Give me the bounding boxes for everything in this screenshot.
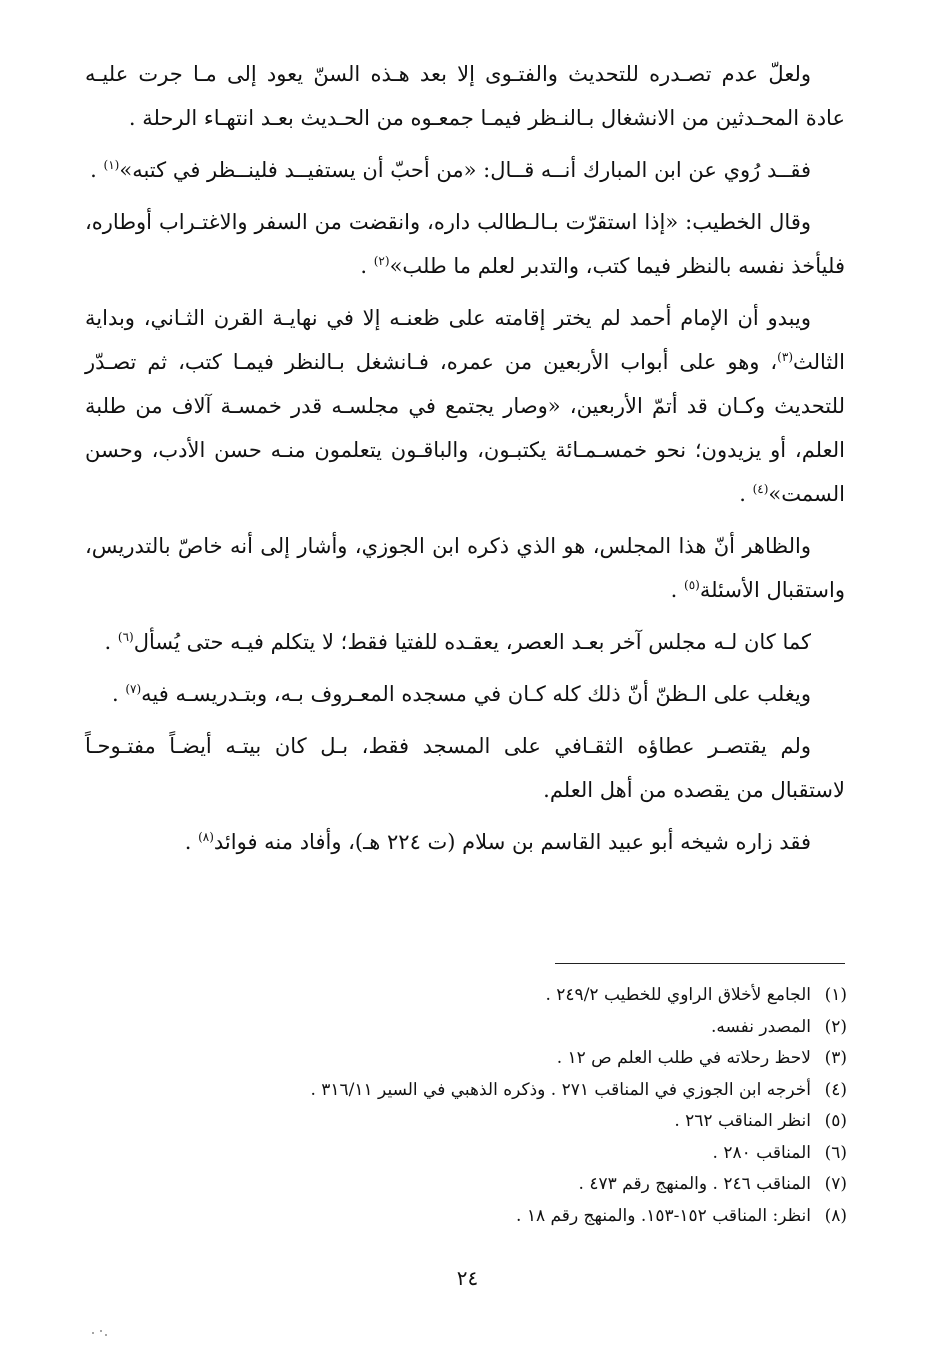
footnote-number: (٦) <box>824 1142 847 1163</box>
footnotes-list <box>147 980 847 1232</box>
paragraph-text: وقال الخطيب: «إذا استقرّت بـالـطالب داره، وانقضت من السفر والاغتـراب أوطاره، فليأخذ نفسه بالنظر فيما كتب، والتدبر لعلم ما طلب» <box>85 210 845 278</box>
paragraph-8 <box>85 724 845 812</box>
footnote-text: المناقب ٢٨٠ . <box>712 1142 811 1163</box>
footnote-3 <box>147 1043 847 1075</box>
footnote-number: (٧) <box>824 1174 847 1194</box>
paragraph-text: . <box>184 830 199 854</box>
paragraph-6 <box>85 620 845 664</box>
footnote-number: (١) <box>824 985 847 1005</box>
paragraph-text: . <box>90 158 104 182</box>
paragraph-text: ، وهو على أبواب الأربعين من عمره، فـانشغل بـالنظر فيمـا كتب، ثم تصـدّر للتحديث وكـان قد أتمّ الأربعين، «وصار يجتمع في مجلسـه قدر خمسـة آلاف من طلبة العلم، أو يزيدون؛ نحو خمسـمـائة يكتبـون، والباقـون يتعلمون منـه حسن الأدب، وحسن السمت» <box>85 350 845 506</box>
paragraph-text: ولعلّ عدم تصـدره للتحديث والفتـوى إلا بعد هـذه السنّ يعود إلى مـا جرت عليـه عادة المحـدثين من الانشغال بـالنـظر فيمـا جمعـوه من الحـديث بعـد انتهـاء الرحلة . <box>85 62 845 130</box>
footnote-ref-3: (٣) <box>777 350 793 364</box>
paragraph-5 <box>85 524 845 612</box>
paragraph-text: . <box>670 578 685 602</box>
footnote-ref-7: (٧) <box>125 682 142 696</box>
paragraph-1 <box>85 52 845 140</box>
paragraph-text: ولم يقتصـر عطاؤه الثقـافي على المسجد فقط، بـل كان بيتـه أيضـاً مفتـوحـاً لاستقبال من يقصده من أهل العلم. <box>85 734 845 802</box>
footnote-separator <box>555 963 845 964</box>
paragraph-text: والظاهر أنّ هذا المجلس، هو الذي ذكره ابن الجوزي، وأشار إلى أنه خاصّ بالتدريس، واستقبال الأسئلة <box>85 534 845 602</box>
footnote-text: المناقب ٢٤٦ . والمنهج رقم ٤٧٣ . <box>578 1174 811 1194</box>
paragraph-text: فقد زاره شيخه أبو عبيد القاسم بن سلام (ت ٢٢٤ هـ)، وأفاد منه فوائد <box>213 830 811 854</box>
footnote-ref-2: (٢) <box>373 254 390 268</box>
paragraph-text: ويبدو أن الإمام أحمد لم يختر إقامته على ظعنـه إلا في نهايـة القرن الثـاني، وبداية الثالث <box>85 306 845 374</box>
footnote-8 <box>147 1201 847 1233</box>
footnote-ref-8: (٨) <box>198 830 214 844</box>
footnote-4 <box>147 1075 847 1107</box>
paragraph-9 <box>85 820 845 864</box>
footnote-text: انظر المناقب ٢٦٢ . <box>674 1111 811 1131</box>
footnote-1 <box>147 980 847 1012</box>
paragraph-text: كما كان لـه مجلس آخر بعـد العصر، يعقـده للفتيا فقط؛ لا يتكلم فيـه حتى يُسأل <box>133 630 811 654</box>
footnote-number: (٢) <box>824 1016 847 1037</box>
footnote-ref-6: (٦) <box>117 630 134 644</box>
page-number: ٢٤ <box>456 1266 479 1290</box>
footnote-number: (٨) <box>824 1205 847 1226</box>
footnote-2 <box>147 1012 847 1044</box>
footnote-6 <box>147 1138 847 1170</box>
paragraph-2 <box>85 148 845 192</box>
main-text <box>85 52 845 864</box>
footnote-5 <box>147 1106 847 1138</box>
paragraph-text: ويغلب على الـظنّ أنّ ذلك كله كـان في مسجده المعـروف بـه، وبتـدريسـه فيه <box>141 682 811 706</box>
footnote-number: (٥) <box>824 1111 847 1131</box>
footnote-text: انظر: المناقب ١٥٢-١٥٣. والمنهج رقم ١٨ . <box>516 1205 811 1226</box>
footnote-ref-1: (١) <box>103 158 120 172</box>
paragraph-text: . <box>104 630 118 654</box>
paragraph-text: . <box>739 482 753 506</box>
paragraph-4 <box>85 296 845 516</box>
footnote-text: أخرجه ابن الجوزي في المناقب ٢٧١ . وذكره الذهبي في السير ٣١٦/١١ . <box>310 1079 811 1100</box>
footnote-number: (٤) <box>824 1079 847 1100</box>
paragraph-text: . <box>111 682 126 706</box>
paragraph-7 <box>85 672 845 716</box>
footnote-text: المصدر نفسه. <box>710 1016 811 1037</box>
footnote-ref-4: (٤) <box>752 482 769 496</box>
footnote-7 <box>147 1169 847 1201</box>
footnote-ref-5: (٥) <box>684 578 700 592</box>
scan-speck <box>92 1330 108 1336</box>
footnote-text: الجامع لأخلاق الراوي للخطيب ٢٤٩/٢ . <box>545 985 811 1005</box>
paragraph-3 <box>85 200 845 288</box>
footnote-text: لاحظ رحلاته في طلب العلم ص ١٢ . <box>556 1048 811 1068</box>
paragraph-text: . <box>360 254 374 278</box>
footnote-number: (٣) <box>824 1048 847 1068</box>
paragraph-text: فقــد رُوي عن ابن المبارك أنــه قــال: «من أحبّ أن يستفيــد فلينــظر في كتبه» <box>119 158 811 182</box>
